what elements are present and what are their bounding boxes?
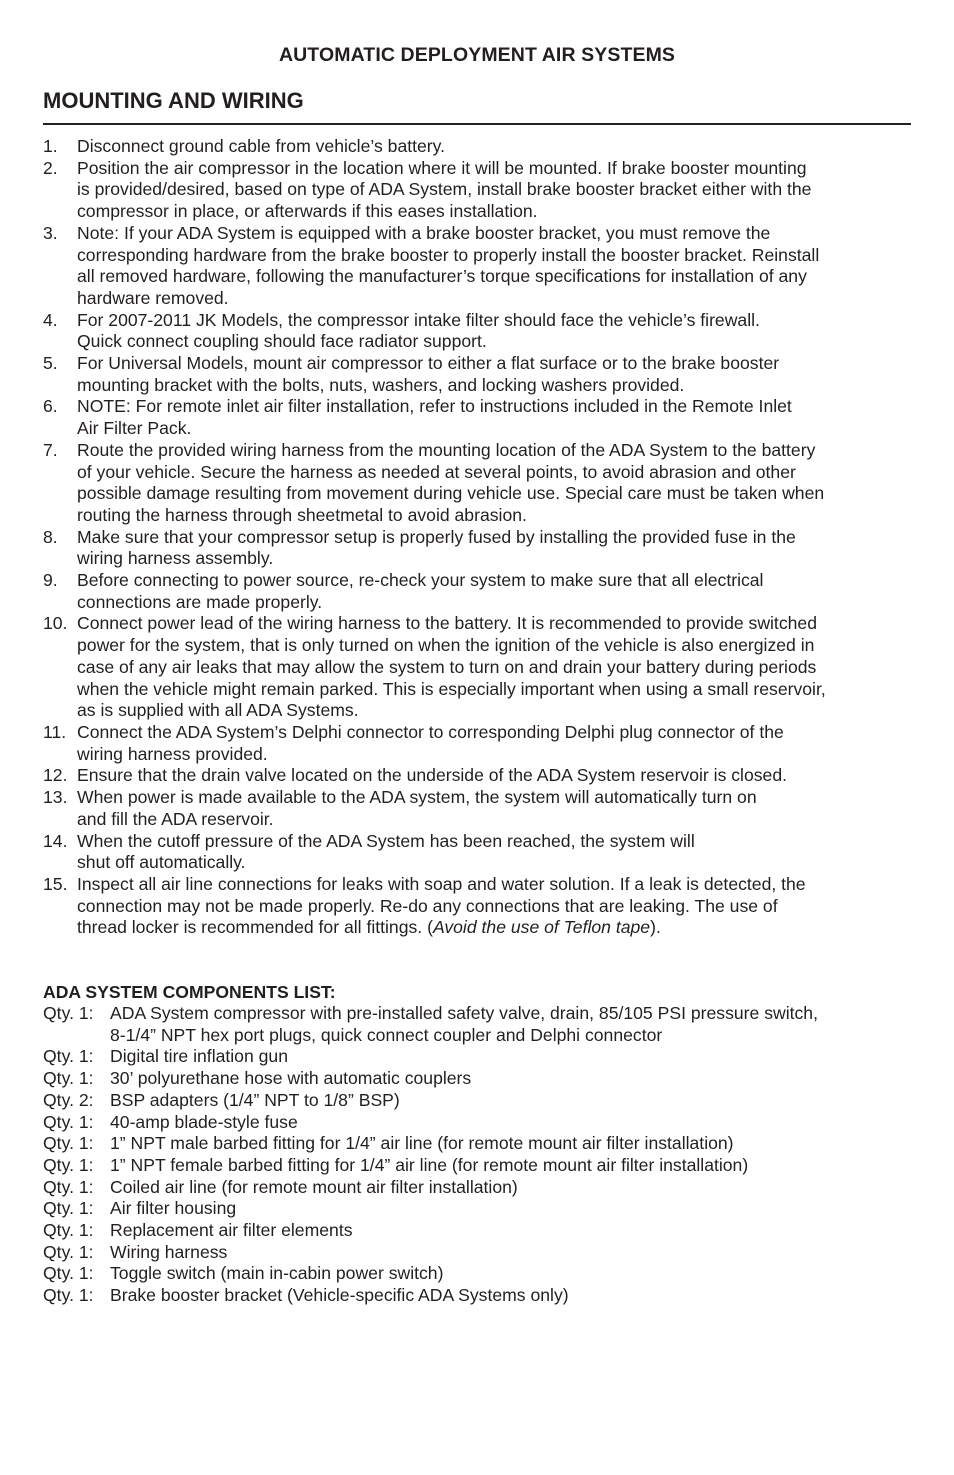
components-list: [43, 1003, 918, 1307]
step-line: mounting bracket with the bolts, nuts, washers, and locking washers provided.: [77, 374, 685, 395]
step-line: Position the air compressor in the location where it will be mounted. If brake booster mounting: [77, 157, 807, 178]
components-title: ADA SYSTEM COMPONENTS LIST:: [43, 982, 336, 1002]
step-number: 12.: [43, 765, 68, 786]
instruction-steps-list: [43, 136, 918, 939]
step-line: When the cutoff pressure of the ADA System has been reached, the system will: [77, 830, 695, 851]
step-line: Ensure that the drain valve located on the underside of the ADA System reservoir is closed.: [77, 765, 788, 786]
step-number: 3.: [43, 222, 58, 243]
step-item: [43, 874, 918, 939]
component-description: [110, 1263, 918, 1285]
component-description: [110, 1046, 918, 1068]
step-line: Air Filter Pack.: [77, 418, 192, 439]
component-quantity: Qty. 1:: [43, 1263, 94, 1284]
step-line: is provided/desired, based on type of ADA System, install brake booster bracket either with the: [77, 179, 812, 200]
component-line: 8-1/4” NPT hex port plugs, quick connect coupler and Delphi connector: [110, 1024, 663, 1045]
component-description: [110, 1068, 918, 1090]
component-line: ADA System compressor with pre-installed safety valve, drain, 85/105 PSI pressure switch,: [110, 1003, 818, 1023]
step-number: 6.: [43, 396, 58, 417]
component-description: [110, 1198, 918, 1220]
component-line: Replacement air filter elements: [110, 1220, 353, 1241]
step-line: connection may not be made properly. Re-do any connections that are leaking. The use of: [77, 895, 778, 916]
step-item: [43, 831, 918, 874]
step-line: Connect the ADA System’s Delphi connector to corresponding Delphi plug connector of the: [77, 721, 784, 742]
step-item: [43, 310, 918, 353]
step-line: case of any air leaks that may allow the system to turn on and drain your battery during periods: [77, 656, 817, 677]
component-line: Air filter housing: [110, 1198, 237, 1219]
step-number: 8.: [43, 526, 58, 547]
step-number: 10.: [43, 613, 68, 634]
component-quantity: Qty. 1:: [43, 1285, 94, 1306]
step-line: Inspect all air line connections for leaks with soap and water solution. If a leak is detected, the: [77, 873, 806, 894]
component-item: [43, 1133, 918, 1155]
component-description: [110, 1090, 918, 1112]
component-quantity: Qty. 1:: [43, 1220, 94, 1241]
component-line: 30’ polyurethane hose with automatic couplers: [110, 1068, 472, 1089]
step-number: 13.: [43, 787, 68, 808]
step-text: [77, 570, 918, 613]
step-line: all removed hardware, following the manufacturer’s torque specifications for installation of any: [77, 266, 807, 287]
step-number: 15.: [43, 873, 68, 894]
step-number: 4.: [43, 309, 58, 330]
step-number: 5.: [43, 353, 58, 374]
step-number: 9.: [43, 570, 58, 591]
component-quantity: Qty. 1:: [43, 1003, 94, 1023]
step-number: 2.: [43, 157, 58, 178]
step-line: shut off automatically.: [77, 852, 246, 873]
component-description: [110, 1177, 918, 1199]
step-line: wiring harness assembly.: [77, 548, 274, 569]
step-item: [43, 158, 918, 223]
step-text: [77, 310, 918, 353]
component-item: [43, 1242, 918, 1264]
step-text: [77, 765, 918, 787]
component-line: Wiring harness: [110, 1241, 228, 1262]
step-item: [43, 223, 918, 310]
section-divider: [43, 123, 911, 125]
component-line: Digital tire inflation gun: [110, 1046, 288, 1067]
step-number: 1.: [43, 136, 58, 156]
component-item: [43, 1285, 918, 1307]
step-line: Connect power lead of the wiring harness to the battery. It is recommended to provide switched: [77, 613, 817, 634]
step-number: 11.: [43, 721, 67, 742]
component-quantity: Qty. 1:: [43, 1111, 94, 1132]
component-line: Toggle switch (main in-cabin power switch): [110, 1263, 444, 1284]
step-line: hardware removed.: [77, 287, 229, 308]
component-line: 1” NPT female barbed fitting for 1/4” air line (for remote mount air filter installation): [110, 1154, 749, 1175]
step-line: [77, 917, 918, 939]
step-line: When power is made available to the ADA system, the system will automatically turn on: [77, 787, 757, 808]
step-line: For Universal Models, mount air compressor to either a flat surface or to the brake booster: [77, 353, 780, 374]
step-line: when the vehicle might remain parked. This is especially important when using a small reservoir,: [77, 678, 826, 699]
step-line: and fill the ADA reservoir.: [77, 808, 274, 829]
step-line: NOTE: For remote inlet air filter installation, refer to instructions included in the Remote Inlet: [77, 396, 792, 417]
component-line: Coiled air line (for remote mount air filter installation): [110, 1176, 518, 1197]
component-item: [43, 1198, 918, 1220]
section-title: MOUNTING AND WIRING: [43, 88, 304, 113]
component-description: [110, 1242, 918, 1264]
step-text: [77, 353, 918, 396]
step-text: [77, 223, 918, 310]
step-line: Route the provided wiring harness from the mounting location of the ADA System to the battery: [77, 439, 816, 460]
component-line: Brake booster bracket (Vehicle-specific ADA Systems only): [110, 1285, 569, 1306]
component-description: [110, 1155, 918, 1177]
step-text: [77, 613, 918, 722]
step-item: [43, 787, 918, 830]
step-text: [77, 527, 918, 570]
step-line: Before connecting to power source, re-check your system to make sure that all electrical: [77, 570, 764, 591]
step-line: wiring harness provided.: [77, 743, 268, 764]
step-item: [43, 765, 918, 787]
step-line-text: ).: [650, 917, 661, 938]
step-text: [77, 787, 918, 830]
component-item: [43, 1090, 918, 1112]
step-text: [77, 722, 918, 765]
component-line: BSP adapters (1/4” NPT to 1/8” BSP): [110, 1089, 400, 1110]
step-line: For 2007-2011 JK Models, the compressor intake filter should face the vehicle’s firewall.: [77, 309, 760, 330]
step-line: of your vehicle. Secure the harness as needed at several points, to avoid abrasion and other: [77, 461, 796, 482]
component-item: [43, 1155, 918, 1177]
component-quantity: Qty. 2:: [43, 1089, 94, 1110]
step-item: [43, 396, 918, 439]
step-text: [77, 831, 918, 874]
component-description: [110, 1285, 918, 1307]
component-line: 1” NPT male barbed fitting for 1/4” air line (for remote mount air filter installation): [110, 1133, 734, 1154]
component-item: [43, 1046, 918, 1068]
step-line: routing the harness through sheetmetal to avoid abrasion.: [77, 504, 527, 525]
component-quantity: Qty. 1:: [43, 1176, 94, 1197]
step-text: [77, 396, 918, 439]
component-quantity: Qty. 1:: [43, 1068, 94, 1089]
step-item: [43, 353, 918, 396]
step-item: [43, 136, 918, 158]
step-item: [43, 527, 918, 570]
step-line: Make sure that your compressor setup is properly fused by installing the provided fuse in the: [77, 526, 796, 547]
step-line: connections are made properly.: [77, 591, 323, 612]
document-header: AUTOMATIC DEPLOYMENT AIR SYSTEMS: [278, 44, 676, 66]
step-number: 7.: [43, 439, 58, 460]
step-item: [43, 570, 918, 613]
step-item: [43, 722, 918, 765]
step-line-text: thread locker is recommended for all fittings. (: [77, 917, 433, 938]
step-line: possible damage resulting from movement during vehicle use. Special care must be taken when: [77, 483, 825, 504]
step-line-italic: Avoid the use of Teflon tape: [432, 917, 651, 938]
component-item: [43, 1068, 918, 1090]
component-description: [110, 1112, 918, 1134]
step-line: compressor in place, or afterwards if this eases installation.: [77, 201, 538, 222]
step-text: [77, 874, 918, 939]
component-item: [43, 1112, 918, 1134]
step-line: as is supplied with all ADA Systems.: [77, 700, 359, 721]
component-line: 40-amp blade-style fuse: [110, 1111, 298, 1132]
step-item: [43, 440, 918, 527]
step-text: [77, 136, 918, 158]
component-item: [43, 1220, 918, 1242]
step-item: [43, 613, 918, 722]
component-quantity: Qty. 1:: [43, 1241, 94, 1262]
step-line: Note: If your ADA System is equipped with a brake booster bracket, you must remove the: [77, 222, 771, 243]
step-text: [77, 440, 918, 527]
component-item: [43, 1003, 918, 1046]
component-description: [110, 1220, 918, 1242]
step-text: [77, 158, 918, 223]
step-line: corresponding hardware from the brake booster to properly install the booster bracket. Reinstall: [77, 244, 820, 265]
component-quantity: Qty. 1:: [43, 1198, 94, 1219]
component-item: [43, 1263, 918, 1285]
step-number: 14.: [43, 830, 68, 851]
component-quantity: Qty. 1:: [43, 1154, 94, 1175]
step-line: Disconnect ground cable from vehicle’s battery.: [77, 136, 446, 156]
component-quantity: Qty. 1:: [43, 1133, 94, 1154]
component-quantity: Qty. 1:: [43, 1046, 94, 1067]
component-item: [43, 1177, 918, 1199]
step-line: Quick connect coupling should face radiator support.: [77, 331, 487, 352]
component-description: [110, 1003, 918, 1046]
step-line: power for the system, that is only turned on when the ignition of the vehicle is also energized in: [77, 635, 815, 656]
component-description: [110, 1133, 918, 1155]
